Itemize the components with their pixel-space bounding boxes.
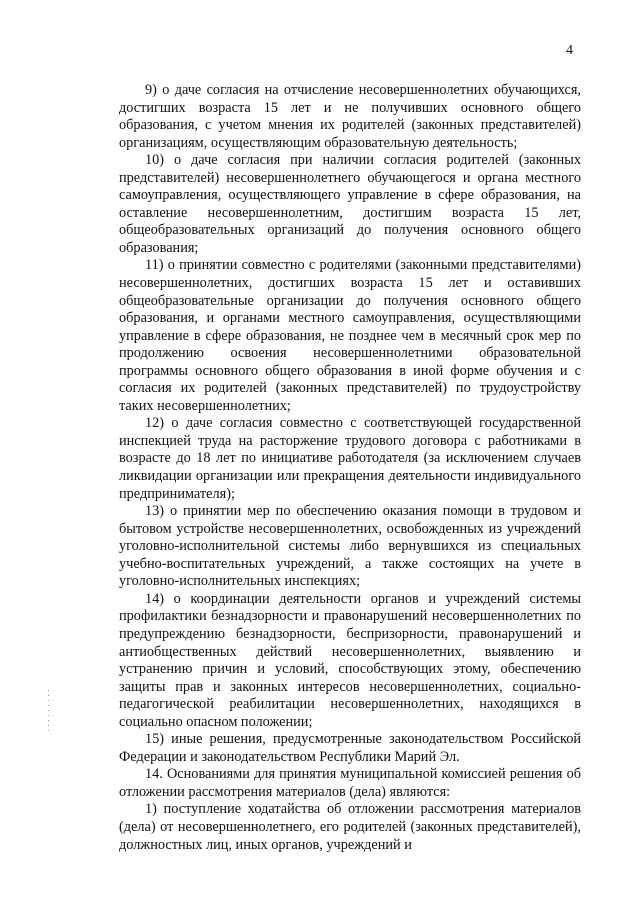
paragraph-item-12: 12) о даче согласия совместно с соответствующей государственной инспекцией труда на расторжение трудового договора с работниками в возрасте до 18 лет по инициативе работодателя (за исключением случаев ликвидации организации или прекращения деятельности индивидуального предпринимателя); <box>119 415 581 502</box>
paragraph-item-9: 9) о даче согласия на отчисление несовершеннолетних обучающихся, достигших возраста 15 лет и не получивших основного общего образования, с учетом мнения их родителей (законных представителей) организациям, осуществляющим образовательную деятельность; <box>119 82 581 151</box>
paragraph-item-11: 11) о принятии совместно с родителями (законными представителями) несовершеннолетних, достигших возраста 15 лет и оставивших общеобразовательные организации до получения основного общего образования, и органами местного самоуправления, осуществляющими управление в сфере образования, не позднее чем в месячный срок мер по продолжению освоения несовершеннолетними образовательной программы основного общего образования в иной форме обучения и с согласия их родителей (законных представителей) по трудоустройству таких несовершеннолетних; <box>119 257 581 414</box>
paragraph-item-1: 1) поступление ходатайства об отложении рассмотрения материалов (дела) от несовершеннолетнего, его родителей (законных представителей), должностных лиц, иных органов, учреждений и <box>119 801 581 853</box>
paragraph-item-15: 15) иные решения, предусмотренные законодательством Российской Федерации и законодательством Республики Марий Эл. <box>119 731 581 765</box>
paragraph-item-13: 13) о принятии мер по обеспечению оказания помощи в трудовом и бытовом устройстве несовершеннолетних, освобожденных из учреждений уголовно-исполнительной системы либо вернувшихся из специальных учебно-воспитательных учреждений, а также состоящих на учете в уголовно-исполнительных инспекциях; <box>119 503 581 590</box>
paragraph-item-10: 10) о даче согласия при наличии согласия родителей (законных представителей) несовершеннолетнего обучающегося и органа местного самоуправления, осуществляющего управление в сфере образования, на оставление несовершеннолетним, достигшим возраста 15 лет, общеобразовательных организаций до получения основного общего образования; <box>119 152 581 256</box>
section-14-heading: 14. Основаниями для принятия муниципальной комиссией решения об отложении рассмотрения материалов (дела) являются: <box>119 766 581 800</box>
scan-margin-mark <box>48 690 49 734</box>
page-number: 4 <box>566 43 573 58</box>
paragraph-item-14: 14) о координации деятельности органов и учреждений системы профилактики безнадзорности и правонарушений несовершеннолетних по предупреждению безнадзорности, беспризорности, правонарушений и антиобщественных действий несовершеннолетних, выявлению и устранению причин и условий, способствующих этому, обеспечению защиты прав и законных интересов несовершеннолетних, социально-педагогической реабилитации несовершеннолетних, находящихся в социально опасном положении; <box>119 590 581 730</box>
document-body <box>119 82 581 854</box>
